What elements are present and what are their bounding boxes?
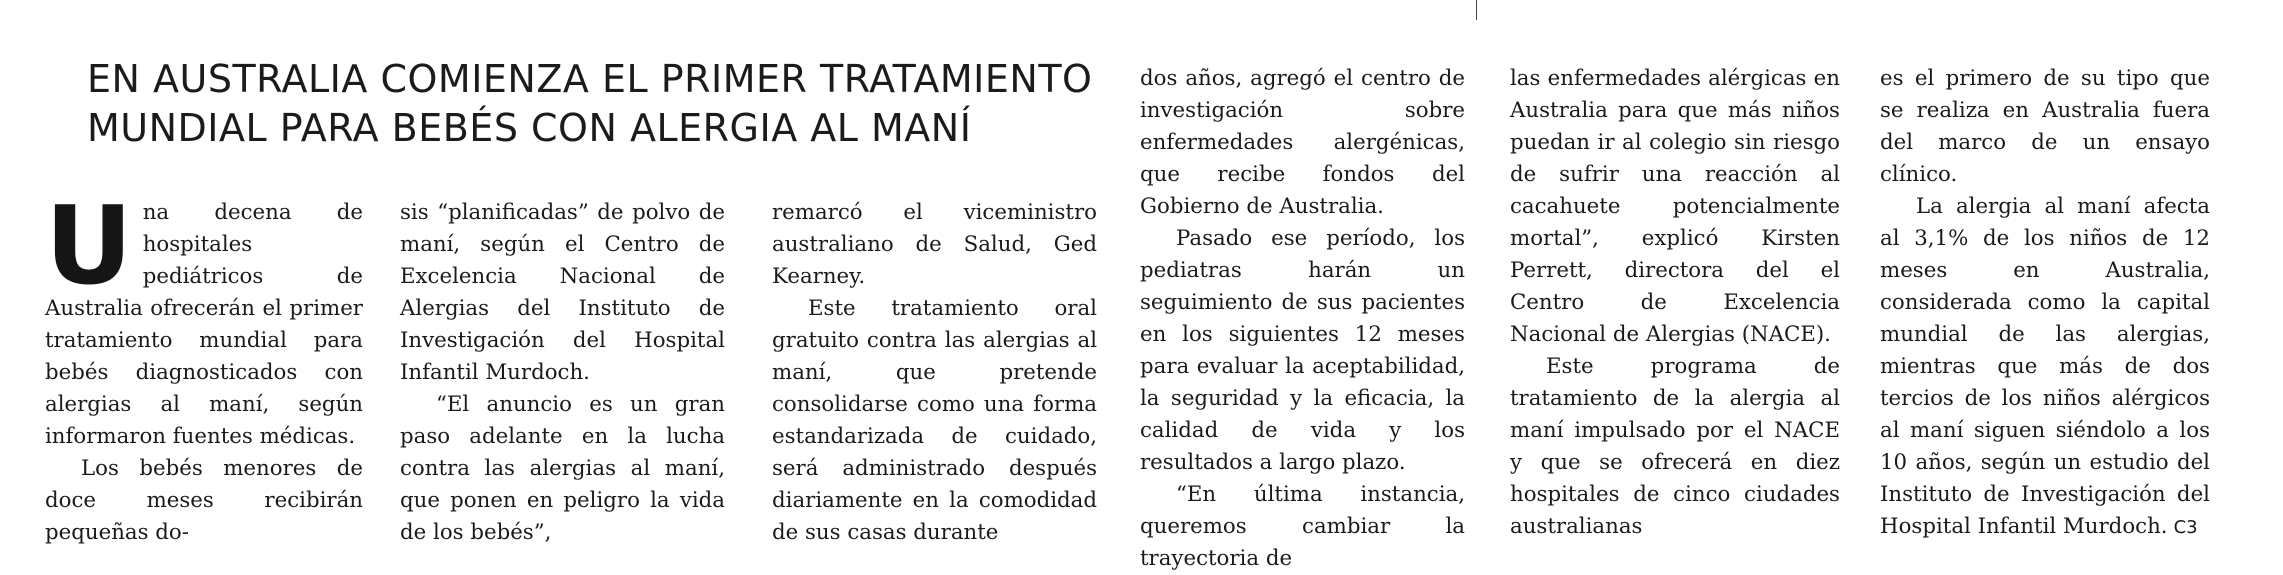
paragraph: Los bebés menores de doce meses recibirán pequeñas do- [45, 456, 363, 545]
paragraph: remarcó el viceministro australiano de Salud, Ged Kearney. [772, 200, 1097, 289]
paragraph: dos años, agregó el centro de investigación sobre enfermedades alergénicas, que recibe fondos del Gobierno de Australia. [1140, 66, 1465, 219]
end-of-article-mark: C3 [2173, 517, 2198, 538]
paragraph: es el primero de su tipo que se realiza en Australia fuera del marco de un ensayo clínico. [1880, 66, 2210, 187]
paragraph: “En última instancia, queremos cambiar la trayectoria de [1140, 482, 1465, 571]
article-column-1 [45, 184, 363, 549]
drop-cap: U [45, 184, 133, 309]
article-column-6 [1880, 63, 2210, 544]
article-column-5 [1510, 63, 1840, 543]
article-column-2 [400, 197, 725, 549]
closing-paragraph [1880, 191, 2210, 544]
article-column-4 [1140, 63, 1465, 575]
fold-mark [1476, 0, 1477, 20]
article-headline: EN AUSTRALIA COMIENZA EL PRIMER TRATAMIENTO MUNDIAL PARA BEBÉS CON ALERGIA AL MANÍ [87, 57, 1093, 150]
lead-paragraph-text: na decena de hospitales pediátricos de Australia ofrecerán el primer tratamiento mundial para bebés diagnosticados con alergias al maní, según informaron fuentes médicas. [45, 200, 363, 449]
lead-paragraph [45, 184, 363, 453]
paragraph: “El anuncio es un gran paso adelante en la lucha contra las alergias al maní, que ponen en peligro la vida de los bebés”, [400, 392, 725, 545]
paragraph: Este programa de tratamiento de la alergia al maní impulsado por el NACE y que se ofrecerá en diez hospitales de cinco ciudades australianas [1510, 354, 1840, 539]
paragraph: Pasado ese período, los pediatras harán un seguimiento de sus pacientes en los siguientes 12 meses para evaluar la aceptabilidad, la seguridad y la eficacia, la calidad de vida y los resultados a largo plazo. [1140, 226, 1465, 475]
article-column-3 [772, 197, 1097, 549]
paragraph: las enfermedades alérgicas en Australia para que más niños puedan ir al colegio sin riesgo de sufrir una reacción al cacahuete potencialmente mortal”, explicó Kirsten Perrett, directora del el Centro de Excelencia Nacional de Alergias (NACE). [1510, 66, 1840, 347]
paragraph: Este tratamiento oral gratuito contra las alergias al maní, que pretende consolidarse como una forma estandarizada de cuidado, será administrado después diariamente en la comodidad de sus casas durante [772, 296, 1097, 545]
paragraph: sis “planificadas” de polvo de maní, según el Centro de Excelencia Nacional de Alergias del Instituto de Investigación del Hospital Infantil Murdoch. [400, 200, 725, 385]
closing-paragraph-text: La alergia al maní afecta al 3,1% de los niños de 12 meses en Australia, considerada como la capital mundial de las alergias, mientras que más de dos tercios de los niños alérgicos al maní siguen siéndolo a los 10 años, según un estudio del Instituto de Investigación del Hospital Infantil Murdoch. [1880, 194, 2210, 539]
